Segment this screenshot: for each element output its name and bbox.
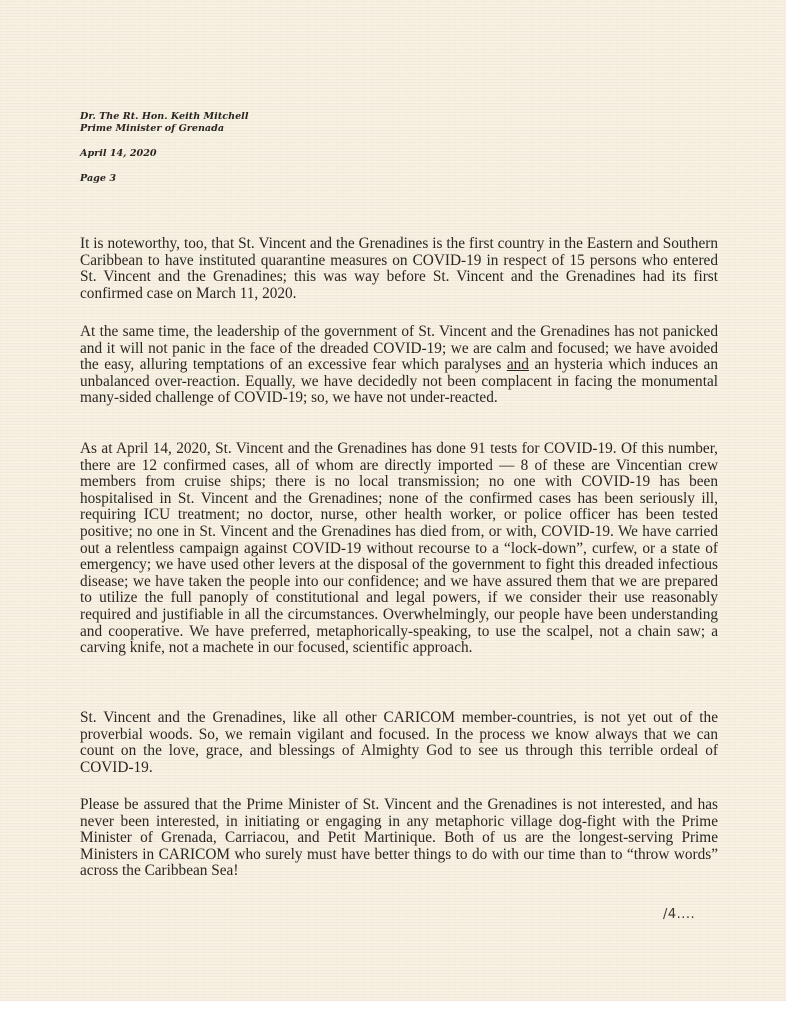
page-number: Page 3 (80, 173, 116, 184)
letter-header (80, 111, 248, 185)
letter-date: April 14, 2020 (80, 148, 157, 159)
paragraph-text: an hysteria which induces an unbalanced over-reaction. Equally, we have decidedly not been complacent in facing the monumental many-sided challenge of COVID-19; so, we have not under-reacted. (80, 356, 718, 407)
recipient-title: Prime Minister of Grenada (80, 123, 225, 134)
paragraph-statistics: As at April 14, 2020, St. Vincent and the Grenadines has done 91 tests for COVID-19. Of this number, there are 12 confirmed cases, all of whom are directly imported — 8 of these are Vincentian crew members from cruise ships; there is no local transmission; no one with COVID-19 has been hospitalised in St. Vincent and the Grenadines; none of the confirmed cases has been seriously ill, requiring ICU treatment; no doctor, nurse, other health worker, or police officer has been tested positive; no one in St. Vincent and the Grenadines has died from, or with, COVID-19. We have carried out a relentless campaign against COVID-19 without recourse to a “lock-down”, curfew, or a state of emergency; we have used other levers at the disposal of the government to fight this dreaded infectious disease; we have taken the people into our confidence; and we have assured them that we are prepared to utilize the full panoply of constitutional and legal powers, if we consider their use reasonably required and justifiable in all the circumstances. Overwhelmingly, our people have been understanding and cooperative. We have preferred, metaphorically-speaking, to use the scalpel, not a chain saw; a carving knife, not a machete in our focused, scientific approach. (80, 440, 718, 657)
paragraph-text: At the same time, the leadership of the government of St. Vincent and the Grenadines has not panicked and it will not panic in the face of the dreaded COVID-19; we are calm and focused; we have avoided the easy, alluring temptations of an excessive fear which paralyses (80, 323, 718, 374)
continuation-marker: /4.... (663, 907, 696, 922)
paragraph-quarantine: It is noteworthy, too, that St. Vincent and the Grenadines is the first country in the Eastern and Southern Caribbean to have instituted quarantine measures on COVID-19 in respect of 15 persons who entered St. Vincent and the Grenadines; this was way before St. Vincent and the Grenadines had its first confirmed case on March 11, 2020. (80, 235, 718, 302)
paragraph-vigilance: St. Vincent and the Grenadines, like all other CARICOM member-countries, is not yet out of the proverbial woods. So, we remain vigilant and focused. In the process we know always that we can count on the love, grace, and blessings of Almighty God to see us through this terrible ordeal of COVID-19. (80, 709, 718, 776)
underlined-word: and (506, 356, 529, 374)
paragraph-assurance: Please be assured that the Prime Minister of St. Vincent and the Grenadines is not interested, and has never been interested, in initiating or engaging in any metaphoric village dog-fight with the Prime Minister of Grenada, Carriacou, and Petit Martinique. Both of us are the longest-serving Prime Ministers in CARICOM who surely must have better things to do with our time than to “throw words” across the Caribbean Sea! (80, 796, 718, 880)
paragraph-leadership (80, 324, 718, 407)
recipient-name: Dr. The Rt. Hon. Keith Mitchell (80, 111, 249, 122)
